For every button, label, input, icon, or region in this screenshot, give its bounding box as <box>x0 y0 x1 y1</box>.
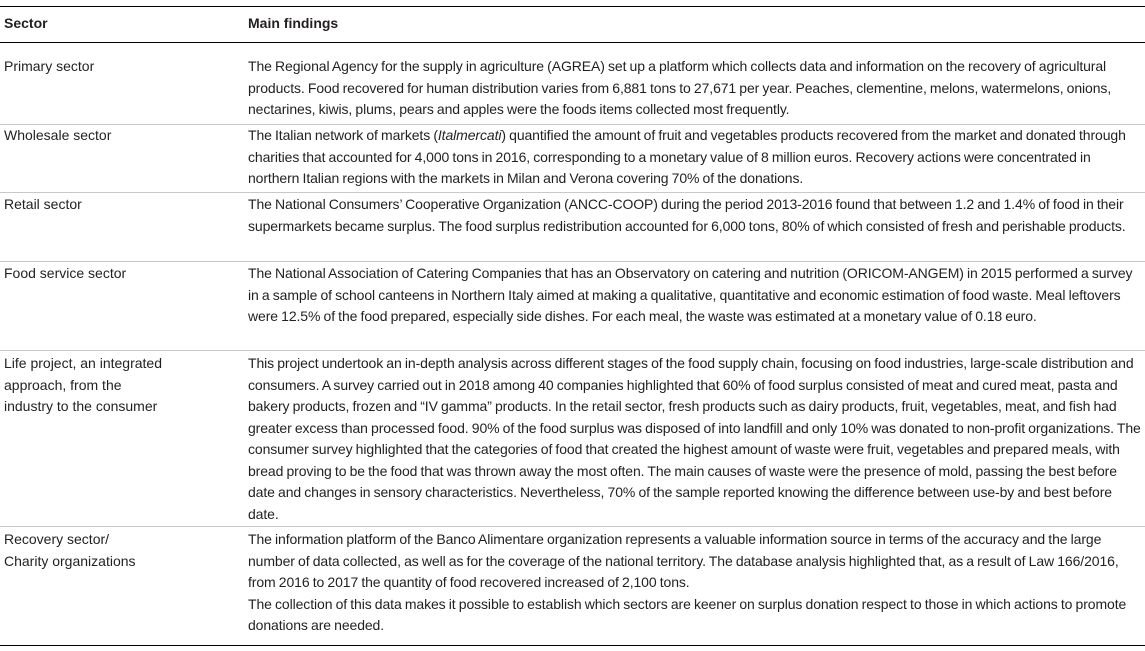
table-bottom-rule <box>0 645 1145 646</box>
findings-text: ) quantified the amount of fruit and vegetables products recovered from the market and donated through charities that accounted for 4,000 tons in 2016, corresponding to a monetary value of 8 million euros. Recovery actions were concentrated in northern Italian regions with the markets in Milan and Verona covering 70% of the donations. <box>248 127 1126 186</box>
sector-cell: Life project, an integrated approach, from the industry to the consumer <box>4 355 162 414</box>
table-top-rule <box>0 6 1145 7</box>
sector-cell: Food service sector <box>4 265 127 281</box>
row-divider <box>0 192 1145 193</box>
sector-cell: Retail sector <box>4 196 82 212</box>
findings-cell: The Regional Agency for the supply in agriculture (AGREA) set up a platform which collects data and information on the recovery of agricultural products. Food recovered for human distribution varies from 6,881 tons to 27,671 per year. Peaches, clementine, melons, watermelons, onions, nectarines, kiwis, plums, pears and apples were the foods items collected most frequently. <box>248 58 1112 117</box>
findings-cell <box>248 529 1143 637</box>
row-divider <box>0 350 1145 351</box>
header-sector: Sector <box>4 15 48 31</box>
findings-cell <box>248 125 1143 190</box>
sector-line: Recovery sector/ <box>4 531 110 547</box>
findings-cell: The National Consumers’ Cooperative Organization (ANCC-COOP) during the period 2013-2016 found that between 1.2 and 1.4% of food in their supermarkets became surplus. The food surplus redistribution accounted for 6,000 tons, 80% of which consisted of fresh and perishable products. <box>248 196 1126 234</box>
findings-paragraph: The collection of this data makes it possible to establish which sectors are keener on surplus donation respect to those in which actions to promote donations are needed. <box>248 595 1127 633</box>
findings-cell: The National Association of Catering Companies that has an Observatory on catering and nutrition (ORICOM-ANGEM) in 2015 performed a survey in a sample of school canteens in Northern Italy aimed at making a qualitative, quantitative and economic estimation of food waste. Meal leftovers were 12.5% of the food prepared, especially side dishes. For each meal, the waste was estimated at a monetary value of 0.18 euro. <box>248 265 1133 324</box>
header-main-findings: Main findings <box>248 15 339 31</box>
row-divider <box>0 526 1145 527</box>
header-rule <box>0 42 1145 43</box>
findings-text: The Italian network of markets ( <box>248 127 438 143</box>
sector-cell <box>4 529 184 572</box>
findings-paragraph: The information platform of the Banco Alimentare organization represents a valuable information source in terms of the accuracy and the large number of data collected, as well as for the coverage of the national territory. The database analysis highlighted that, as a result of Law 166/2016, from 2016 to 2017 the quantity of food recovered increased of 2,100 tons. <box>248 531 1119 590</box>
sector-cell: Primary sector <box>4 58 95 74</box>
sector-cell: Wholesale sector <box>4 127 112 143</box>
findings-cell: This project undertook an in-depth analysis across different stages of the food supply chain, focusing on food industries, large-scale distribution and consumers. A survey carried out in 2018 among 40 companies highlighted that 60% of food surplus consisted of meat and cured meat, pasta and bakery products, frozen and “IV gamma” products. In the retail sector, fresh products such as dairy products, fruit, vegetables, meat, and fish had greater excess than processed food. 90% of the food surplus was disposed of into landfill and only 10% was donated to non-profit organizations. The consumer survey highlighted that the categories of food that created the highest amount of waste were fruit, vegetables and prepared meals, with bread proving to be the food that was thrown away the most often. The main causes of waste were the presence of mold, passing the best before date and changes in sensory characteristics. Nevertheless, 70% of the sample reported knowing the difference between use-by and best before date. <box>248 355 1141 522</box>
italmercati-term: Italmercati <box>437 127 502 143</box>
row-divider <box>0 261 1145 262</box>
sector-line: Charity organizations <box>4 552 136 569</box>
